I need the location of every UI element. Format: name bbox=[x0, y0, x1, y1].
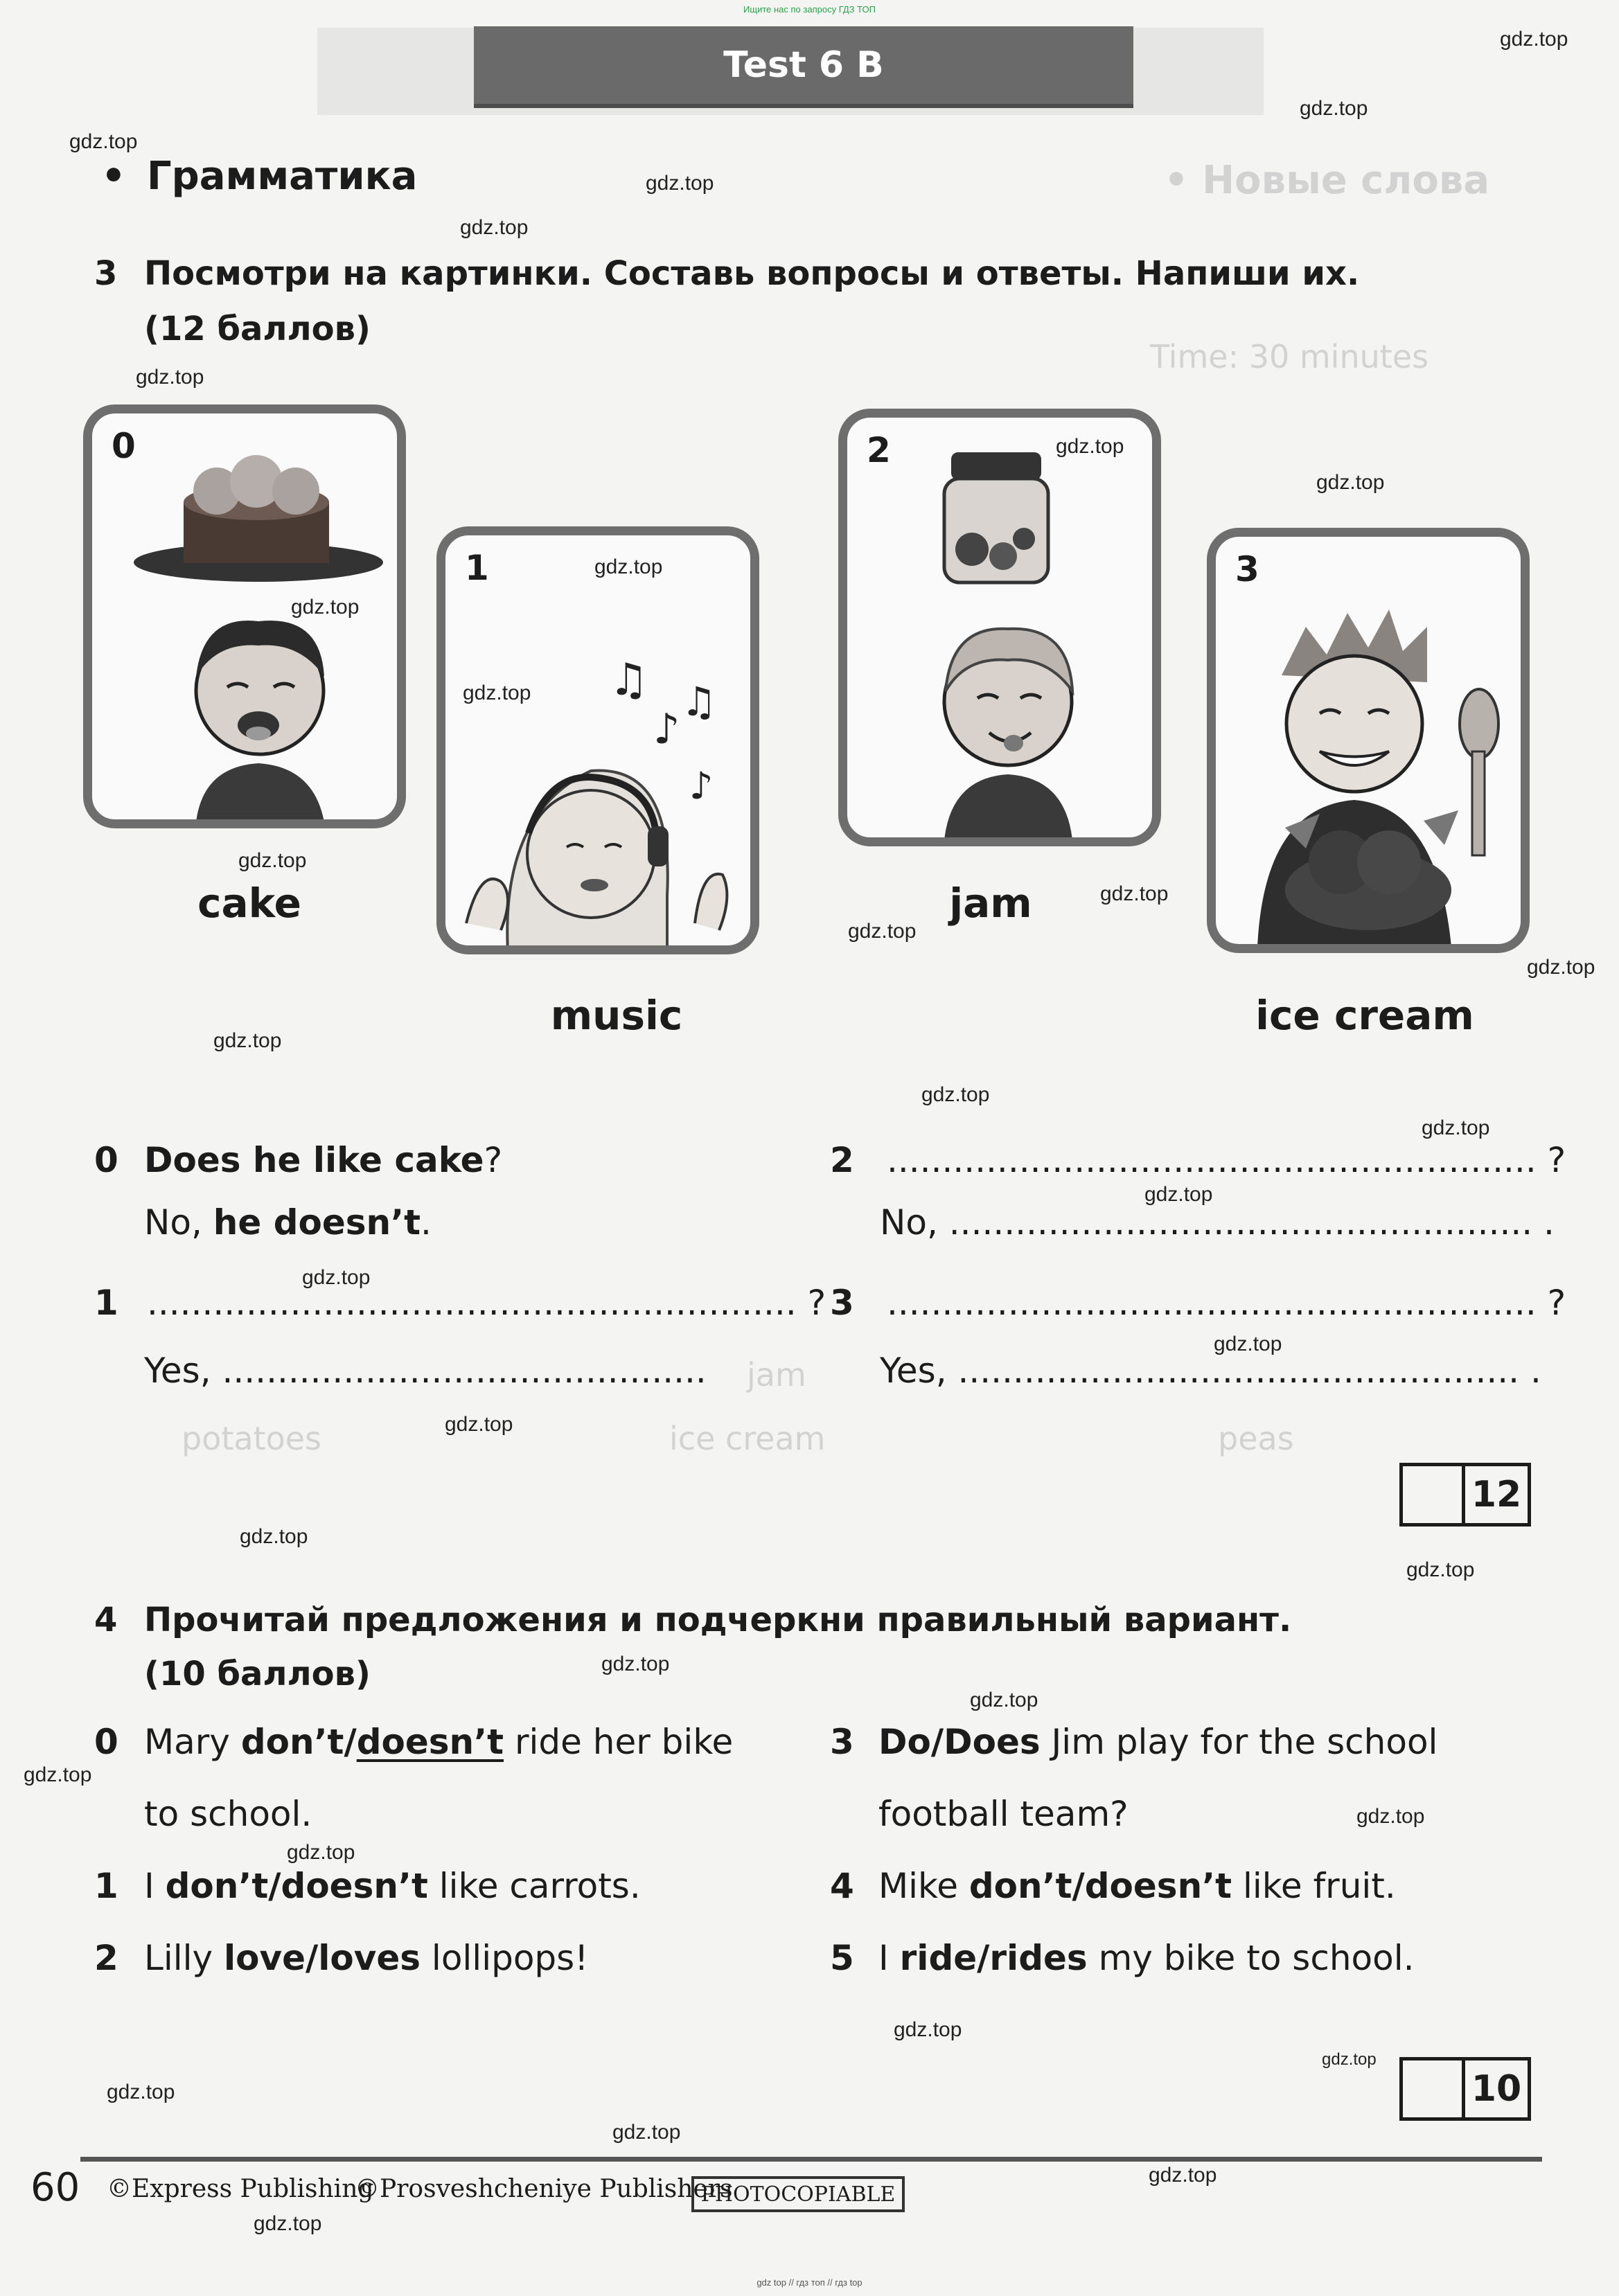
answer-blank-2[interactable]: No, ..................................................... . bbox=[880, 1202, 1555, 1243]
watermark: gdz.top bbox=[1300, 97, 1368, 120]
page-number: 60 bbox=[30, 2165, 80, 2210]
ghost-text: peas bbox=[1218, 1420, 1294, 1457]
watermark: gdz.top bbox=[1500, 28, 1568, 51]
picture-card-music bbox=[436, 526, 759, 954]
score-blank[interactable] bbox=[1403, 1466, 1465, 1523]
caption-jam: jam bbox=[949, 880, 1032, 927]
photocopiable-label: PHOTOCOPIABLE bbox=[691, 2176, 905, 2212]
answer-blank-3[interactable]: Yes, ................................................... . bbox=[880, 1351, 1541, 1391]
music-girl-illustration bbox=[445, 535, 750, 948]
task3-instruction: Посмотри на картинки. Составь вопросы и ответы. Напиши их. bbox=[144, 254, 1360, 293]
picture-card-ice-cream bbox=[1207, 528, 1530, 953]
score-blank[interactable] bbox=[1403, 2061, 1465, 2117]
bullet: • bbox=[101, 154, 126, 199]
watermark: gdz.top bbox=[1422, 1116, 1490, 1139]
card-number: 0 bbox=[112, 426, 136, 466]
ex-number: 0 bbox=[94, 1140, 118, 1180]
watermark: gdz.top bbox=[287, 1841, 355, 1864]
score-max: 10 bbox=[1471, 2068, 1522, 2110]
watermark: gdz.top bbox=[463, 682, 531, 704]
watermark: gdz.top bbox=[1527, 956, 1595, 979]
ghost-text: jam bbox=[747, 1356, 806, 1394]
sentence-5[interactable]: I ride/rides my bike to school. bbox=[878, 1938, 1415, 1978]
watermark: gdz.top bbox=[238, 849, 307, 872]
score-max: 12 bbox=[1471, 1474, 1522, 1515]
task3-number: 3 bbox=[94, 254, 118, 293]
watermark: gdz.top bbox=[302, 1266, 371, 1289]
watermark: gdz.top bbox=[848, 920, 917, 943]
question-blank-3[interactable]: ........................................................... ? bbox=[887, 1283, 1566, 1323]
watermark: gdz.top bbox=[970, 1689, 1038, 1711]
jam-boy-illustration bbox=[847, 418, 1152, 840]
bottom-note: gdz top // гдз топ // гдз top bbox=[757, 2277, 862, 2288]
example-answer: No, he doesn’t. bbox=[144, 1202, 432, 1243]
watermark: gdz.top bbox=[1214, 1333, 1282, 1355]
sentence-number: 2 bbox=[94, 1938, 118, 1978]
question-blank-2[interactable]: ........................................................... ? bbox=[887, 1140, 1566, 1180]
watermark: gdz.top bbox=[24, 1763, 92, 1786]
example-question: Does he like cake? bbox=[144, 1140, 503, 1180]
sentence-3-cont: football team? bbox=[878, 1794, 1129, 1834]
sentence-0-cont: to school. bbox=[144, 1794, 312, 1834]
task3-points: (12 баллов) bbox=[144, 310, 371, 348]
task4-points: (10 баллов) bbox=[144, 1655, 371, 1693]
svg-text:♪: ♪ bbox=[689, 764, 714, 808]
watermark: gdz.top bbox=[240, 1525, 308, 1548]
watermark: gdz.top bbox=[1149, 2164, 1217, 2187]
watermark: gdz.top bbox=[646, 172, 714, 195]
score-box-task4 bbox=[1399, 2057, 1531, 2121]
watermark: gdz.top bbox=[894, 2018, 962, 2041]
publisher-1: ©Express Publishing bbox=[107, 2175, 374, 2203]
watermark: gdz.top bbox=[1144, 1183, 1213, 1206]
test-title: Test 6 B bbox=[474, 26, 1133, 108]
watermark: gdz.top bbox=[1356, 1805, 1425, 1828]
task4-instruction: Прочитай предложения и подчеркни правильный вариант. bbox=[144, 1601, 1292, 1639]
svg-text:♫: ♫ bbox=[609, 655, 649, 706]
ex-number: 3 bbox=[830, 1283, 854, 1323]
watermark: gdz.top bbox=[601, 1653, 670, 1675]
sentence-number: 4 bbox=[830, 1866, 854, 1906]
ghost-text: Time: 30 minutes bbox=[1150, 338, 1429, 375]
answer-blank-1[interactable]: Yes, ............................................ bbox=[144, 1351, 707, 1391]
watermark: gdz.top bbox=[1100, 882, 1169, 905]
ice-cream-boy-illustration bbox=[1216, 537, 1521, 947]
sentence-1[interactable]: I don’t/doesn’t like carrots. bbox=[144, 1866, 641, 1906]
score-box-task3 bbox=[1399, 1463, 1531, 1527]
question-blank-1[interactable]: ........................................................... ? bbox=[147, 1283, 826, 1323]
sentence-3[interactable]: Do/Does Jim play for the school bbox=[878, 1722, 1438, 1762]
svg-text:♫: ♫ bbox=[681, 678, 717, 725]
card-number: 1 bbox=[465, 548, 489, 588]
task4-number: 4 bbox=[94, 1601, 118, 1639]
watermark: gdz.top bbox=[291, 596, 360, 619]
publisher-2: ©Prosveshcheniye Publishers bbox=[355, 2175, 733, 2203]
watermark: gdz.top bbox=[445, 1413, 513, 1436]
watermark: gdz.top bbox=[1406, 1558, 1475, 1581]
caption-cake: cake bbox=[197, 880, 301, 927]
watermark: gdz.top bbox=[213, 1029, 282, 1052]
watermark: gdz.top bbox=[254, 2212, 322, 2235]
card-number: 2 bbox=[867, 430, 891, 470]
sentence-number: 5 bbox=[830, 1938, 854, 1978]
sentence-number: 1 bbox=[94, 1866, 118, 1906]
watermark: gdz.top bbox=[1322, 2050, 1377, 2069]
ghost-text: ice cream bbox=[669, 1420, 826, 1457]
sentence-number: 3 bbox=[830, 1722, 854, 1762]
watermark: gdz.top bbox=[69, 130, 138, 153]
sentence-2[interactable]: Lilly love/loves lollipops! bbox=[144, 1938, 589, 1978]
caption-music: music bbox=[550, 992, 683, 1039]
ex-number: 2 bbox=[830, 1140, 854, 1180]
ex-number: 1 bbox=[94, 1283, 118, 1323]
svg-text:♪: ♪ bbox=[653, 705, 680, 754]
card-number: 3 bbox=[1235, 549, 1259, 589]
watermark: gdz.top bbox=[921, 1083, 990, 1106]
watermark: gdz.top bbox=[1056, 435, 1124, 458]
sentence-number: 0 bbox=[94, 1722, 118, 1762]
watermark: gdz.top bbox=[612, 2121, 681, 2144]
caption-ice-cream: ice cream bbox=[1255, 992, 1474, 1039]
watermark: gdz.top bbox=[107, 2081, 175, 2103]
ghost-text: • Новые слова bbox=[1164, 158, 1490, 203]
ghost-text: potatoes bbox=[182, 1420, 322, 1457]
sentence-0: Mary don’t/doesn’t ride her bike bbox=[144, 1722, 734, 1762]
top-note: Ищите нас по запросу ГДЗ ТОП bbox=[743, 4, 876, 15]
picture-card-jam bbox=[838, 409, 1161, 846]
watermark: gdz.top bbox=[594, 555, 663, 578]
watermark: gdz.top bbox=[460, 216, 529, 239]
watermark: gdz.top bbox=[1316, 471, 1385, 494]
watermark: gdz.top bbox=[136, 366, 204, 389]
footer-rule bbox=[80, 2157, 1542, 2162]
sentence-4[interactable]: Mike don’t/doesn’t like fruit. bbox=[878, 1866, 1396, 1906]
grammar-heading: Грамматика bbox=[147, 154, 418, 199]
